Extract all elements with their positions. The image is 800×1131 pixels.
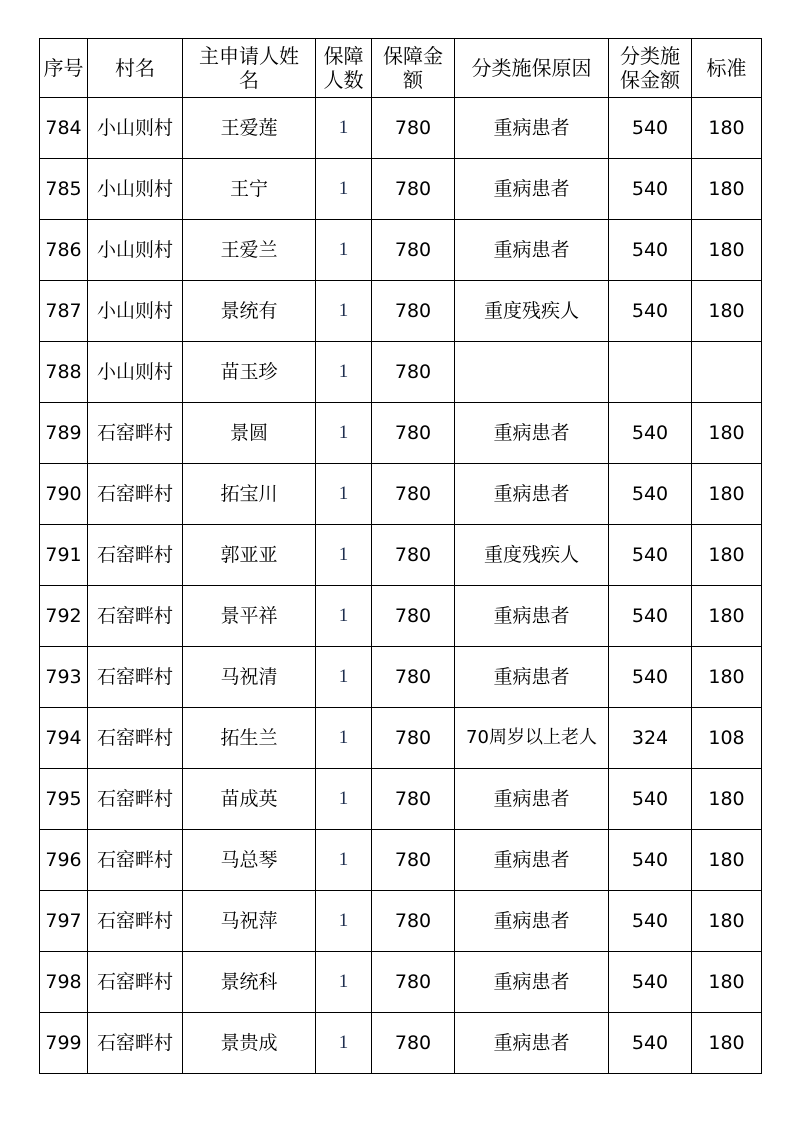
cell-standard: 108 <box>692 708 762 769</box>
cell-count: 1 <box>316 1013 372 1074</box>
cell-amount: 780 <box>372 403 455 464</box>
cell-applicant: 马祝萍 <box>183 891 316 952</box>
cell-applicant: 景统科 <box>183 952 316 1013</box>
cell-standard: 180 <box>692 98 762 159</box>
cell-class-amount: 540 <box>609 98 692 159</box>
cell-count: 1 <box>316 525 372 586</box>
cell-seq: 795 <box>40 769 88 830</box>
cell-reason: 重病患者 <box>455 769 609 830</box>
cell-standard: 180 <box>692 159 762 220</box>
header-row <box>40 39 762 98</box>
cell-seq: 790 <box>40 464 88 525</box>
cell-reason: 70周岁以上老人 <box>455 708 609 769</box>
cell-seq: 784 <box>40 98 88 159</box>
cell-seq: 799 <box>40 1013 88 1074</box>
cell-class-amount: 540 <box>609 403 692 464</box>
cell-standard: 180 <box>692 830 762 891</box>
cell-reason: 重病患者 <box>455 98 609 159</box>
cell-class-amount: 324 <box>609 708 692 769</box>
cell-class-amount: 540 <box>609 525 692 586</box>
cell-class-amount: 540 <box>609 464 692 525</box>
cell-count: 1 <box>316 891 372 952</box>
cell-count: 1 <box>316 159 372 220</box>
cell-standard: 180 <box>692 464 762 525</box>
cell-class-amount: 540 <box>609 830 692 891</box>
cell-amount: 780 <box>372 525 455 586</box>
cell-village: 石窑畔村 <box>88 647 183 708</box>
cell-class-amount: 540 <box>609 281 692 342</box>
table-row <box>40 952 762 1013</box>
cell-applicant: 郭亚亚 <box>183 525 316 586</box>
cell-count: 1 <box>316 220 372 281</box>
cell-reason: 重病患者 <box>455 647 609 708</box>
table-row <box>40 220 762 281</box>
table-row <box>40 342 762 403</box>
cell-seq: 798 <box>40 952 88 1013</box>
cell-standard <box>692 342 762 403</box>
cell-standard: 180 <box>692 952 762 1013</box>
cell-applicant: 苗成英 <box>183 769 316 830</box>
cell-amount: 780 <box>372 464 455 525</box>
cell-amount: 780 <box>372 342 455 403</box>
cell-amount: 780 <box>372 281 455 342</box>
cell-village: 石窑畔村 <box>88 525 183 586</box>
cell-applicant: 马总琴 <box>183 830 316 891</box>
cell-amount: 780 <box>372 1013 455 1074</box>
cell-amount: 780 <box>372 952 455 1013</box>
table-row <box>40 708 762 769</box>
cell-reason: 重病患者 <box>455 586 609 647</box>
header-reason: 分类施保原因 <box>455 39 609 98</box>
cell-village: 石窑畔村 <box>88 464 183 525</box>
table-row <box>40 525 762 586</box>
table-row <box>40 586 762 647</box>
cell-amount: 780 <box>372 647 455 708</box>
cell-class-amount: 540 <box>609 159 692 220</box>
cell-reason: 重病患者 <box>455 830 609 891</box>
cell-applicant: 王爱兰 <box>183 220 316 281</box>
cell-count: 1 <box>316 647 372 708</box>
cell-village: 小山则村 <box>88 342 183 403</box>
cell-amount: 780 <box>372 769 455 830</box>
cell-amount: 780 <box>372 891 455 952</box>
cell-seq: 788 <box>40 342 88 403</box>
cell-applicant: 马祝清 <box>183 647 316 708</box>
cell-seq: 792 <box>40 586 88 647</box>
cell-class-amount: 540 <box>609 1013 692 1074</box>
cell-standard: 180 <box>692 403 762 464</box>
cell-seq: 791 <box>40 525 88 586</box>
header-applicant: 主申请人姓名 <box>183 39 316 98</box>
cell-standard: 180 <box>692 525 762 586</box>
cell-village: 石窑畔村 <box>88 403 183 464</box>
cell-standard: 180 <box>692 586 762 647</box>
cell-count: 1 <box>316 830 372 891</box>
cell-reason: 重病患者 <box>455 464 609 525</box>
cell-seq: 793 <box>40 647 88 708</box>
cell-seq: 796 <box>40 830 88 891</box>
cell-standard: 180 <box>692 647 762 708</box>
cell-applicant: 景圆 <box>183 403 316 464</box>
cell-reason: 重病患者 <box>455 220 609 281</box>
cell-count: 1 <box>316 769 372 830</box>
cell-reason: 重病患者 <box>455 403 609 464</box>
cell-seq: 797 <box>40 891 88 952</box>
cell-count: 1 <box>316 708 372 769</box>
cell-village: 石窑畔村 <box>88 1013 183 1074</box>
cell-reason: 重度残疾人 <box>455 525 609 586</box>
cell-standard: 180 <box>692 769 762 830</box>
cell-amount: 780 <box>372 586 455 647</box>
cell-applicant: 苗玉珍 <box>183 342 316 403</box>
cell-count: 1 <box>316 342 372 403</box>
table-row <box>40 830 762 891</box>
cell-applicant: 景统有 <box>183 281 316 342</box>
cell-village: 石窑畔村 <box>88 586 183 647</box>
cell-class-amount: 540 <box>609 220 692 281</box>
header-class-amount: 分类施保金额 <box>609 39 692 98</box>
cell-amount: 780 <box>372 220 455 281</box>
cell-applicant: 拓宝川 <box>183 464 316 525</box>
cell-count: 1 <box>316 464 372 525</box>
cell-village: 石窑畔村 <box>88 891 183 952</box>
header-village: 村名 <box>88 39 183 98</box>
cell-class-amount <box>609 342 692 403</box>
table-row <box>40 891 762 952</box>
cell-count: 1 <box>316 281 372 342</box>
cell-village: 小山则村 <box>88 159 183 220</box>
cell-amount: 780 <box>372 159 455 220</box>
cell-seq: 794 <box>40 708 88 769</box>
header-seq: 序号 <box>40 39 88 98</box>
cell-reason: 重病患者 <box>455 952 609 1013</box>
cell-reason <box>455 342 609 403</box>
cell-village: 小山则村 <box>88 98 183 159</box>
cell-amount: 780 <box>372 708 455 769</box>
cell-village: 小山则村 <box>88 281 183 342</box>
table-row <box>40 159 762 220</box>
cell-class-amount: 540 <box>609 952 692 1013</box>
cell-class-amount: 540 <box>609 769 692 830</box>
cell-reason: 重度残疾人 <box>455 281 609 342</box>
cell-count: 1 <box>316 403 372 464</box>
cell-seq: 785 <box>40 159 88 220</box>
table-row <box>40 1013 762 1074</box>
header-standard: 标准 <box>692 39 762 98</box>
cell-standard: 180 <box>692 220 762 281</box>
table-row <box>40 281 762 342</box>
cell-amount: 780 <box>372 830 455 891</box>
cell-applicant: 拓生兰 <box>183 708 316 769</box>
cell-seq: 786 <box>40 220 88 281</box>
cell-reason: 重病患者 <box>455 1013 609 1074</box>
cell-class-amount: 540 <box>609 647 692 708</box>
cell-count: 1 <box>316 586 372 647</box>
cell-seq: 789 <box>40 403 88 464</box>
cell-village: 小山则村 <box>88 220 183 281</box>
cell-standard: 180 <box>692 281 762 342</box>
cell-applicant: 景贵成 <box>183 1013 316 1074</box>
relief-table <box>39 38 762 1074</box>
cell-standard: 180 <box>692 1013 762 1074</box>
cell-applicant: 景平祥 <box>183 586 316 647</box>
table-row <box>40 769 762 830</box>
cell-seq: 787 <box>40 281 88 342</box>
cell-village: 石窑畔村 <box>88 830 183 891</box>
cell-reason: 重病患者 <box>455 159 609 220</box>
cell-class-amount: 540 <box>609 586 692 647</box>
cell-village: 石窑畔村 <box>88 769 183 830</box>
table-row <box>40 98 762 159</box>
table-row <box>40 647 762 708</box>
header-amount: 保障金额 <box>372 39 455 98</box>
cell-standard: 180 <box>692 891 762 952</box>
cell-village: 石窑畔村 <box>88 952 183 1013</box>
header-count: 保障人数 <box>316 39 372 98</box>
cell-reason: 重病患者 <box>455 891 609 952</box>
cell-count: 1 <box>316 98 372 159</box>
cell-class-amount: 540 <box>609 891 692 952</box>
table-row <box>40 403 762 464</box>
table-row <box>40 464 762 525</box>
cell-count: 1 <box>316 952 372 1013</box>
cell-applicant: 王爱莲 <box>183 98 316 159</box>
cell-amount: 780 <box>372 98 455 159</box>
cell-village: 石窑畔村 <box>88 708 183 769</box>
cell-applicant: 王宁 <box>183 159 316 220</box>
